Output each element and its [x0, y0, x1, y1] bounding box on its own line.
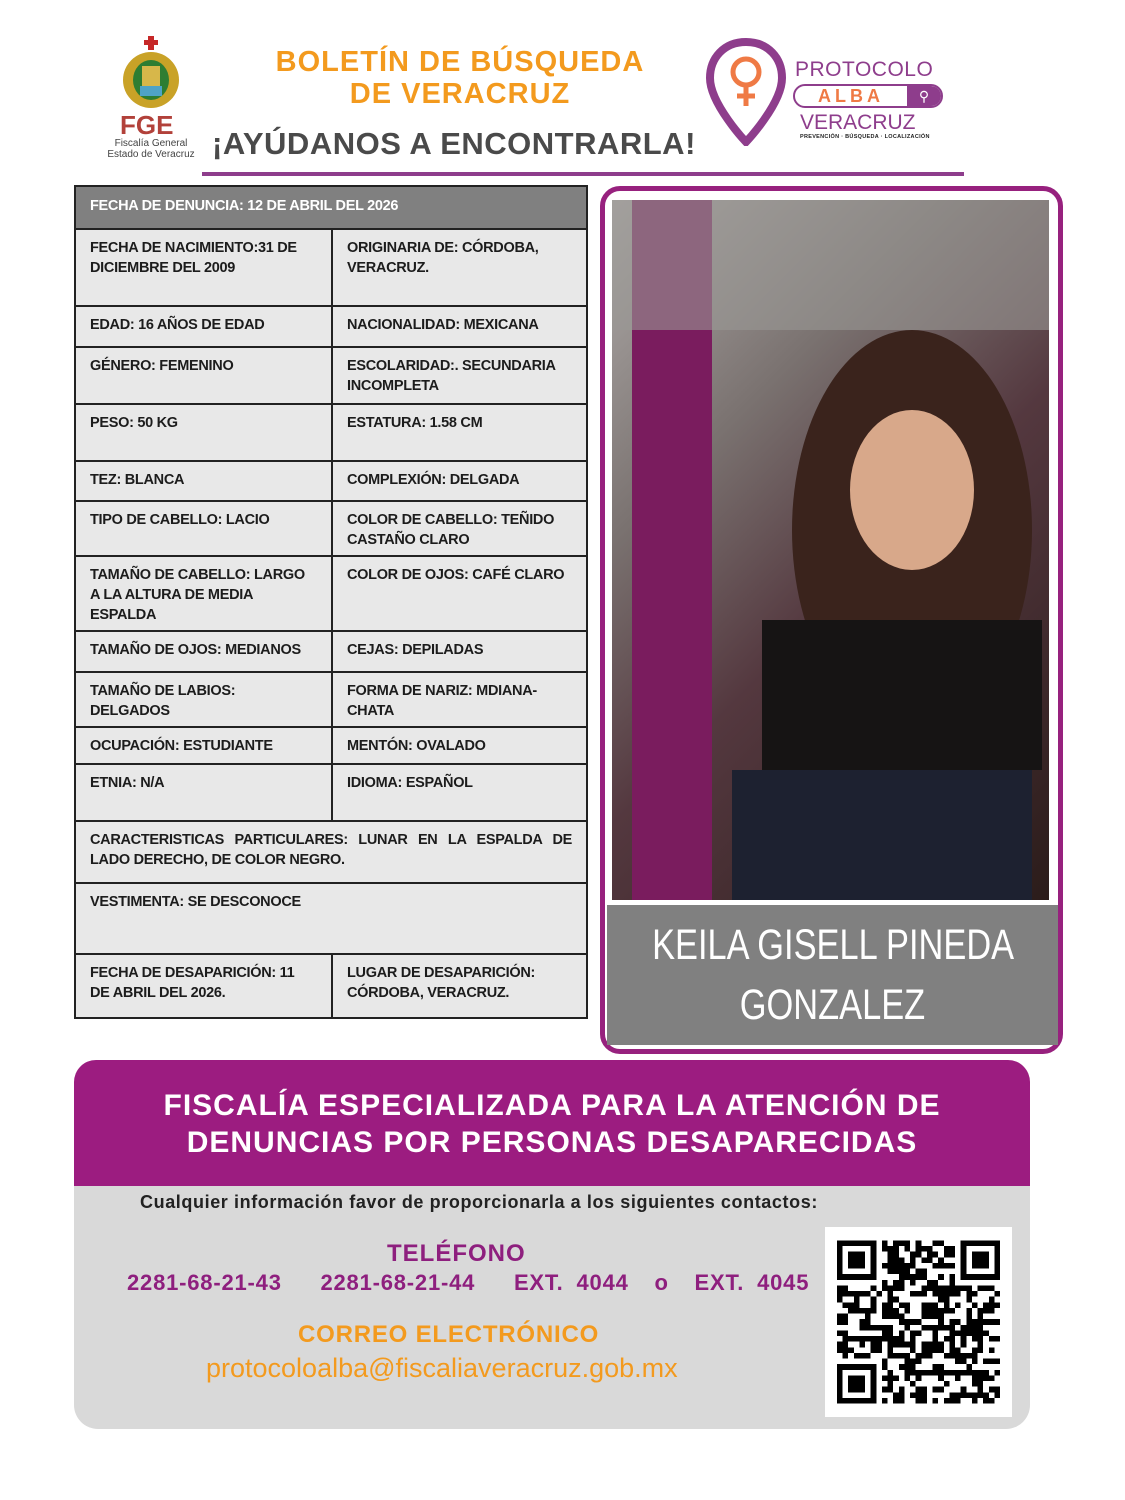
table-cell: COLOR DE OJOS: CAFÉ CLARO [332, 556, 587, 631]
table-cell: IDIOMA: ESPAÑOL [332, 764, 587, 821]
table-cell: TAMAÑO DE OJOS: MEDIANOS [75, 631, 332, 672]
alba-text: ALBA [818, 86, 884, 106]
table-cell: COMPLEXIÓN: DELGADA [332, 461, 587, 501]
protocolo-logo-line1: PROTOCOLO [795, 58, 934, 81]
table-cell: TIPO DE CABELLO: LACIO [75, 501, 332, 556]
alba-logo-pill [793, 84, 943, 108]
search-icon: ⚲ [907, 86, 941, 106]
table-cell: OCUPACIÓN: ESTUDIANTE [75, 727, 332, 764]
banner-line2: DENUNCIAS POR PERSONAS DESAPARECIDAS [186, 1126, 918, 1159]
table-cell: PESO: 50 KG [75, 404, 332, 461]
table-cell: FORMA DE NARIZ: MDIANA-CHATA [332, 672, 587, 727]
table-cell: FECHA DE NACIMIENTO:31 DE DICIEMBRE DEL 2009 [75, 229, 332, 306]
table-cell: ESCOLARIDAD:. SECUNDARIA INCOMPLETA [332, 347, 587, 404]
table-cell: ESTATURA: 1.58 CM [332, 404, 587, 461]
title-line2: DE VERACRUZ [349, 78, 571, 110]
table-cell: GÉNERO: FEMENINO [75, 347, 332, 404]
table-cell: NACIONALIDAD: MEXICANA [332, 306, 587, 347]
agency-banner [74, 1060, 1030, 1186]
veracruz-coat-of-arms-logo [118, 36, 184, 110]
clothing: VESTIMENTA: SE DESCONOCE [75, 883, 587, 954]
name-line2: GONZALEZ [739, 981, 926, 1029]
header-divider [202, 172, 964, 176]
fge-subtitle-line1: Fiscalía General [114, 138, 188, 149]
email-link[interactable]: protocoloalba@fiscaliaveracruz.gob.mx [206, 1353, 678, 1383]
details-table [74, 185, 588, 1019]
call-to-action: ¡AYÚDANOS A ENCONTRARLA! [212, 126, 696, 161]
report-date: FECHA DE DENUNCIA: 12 DE ABRIL DEL 2026 [75, 186, 587, 229]
fge-logo-text: FGE [120, 110, 174, 140]
table-cell: TAMAÑO DE LABIOS: DELGADOS [75, 672, 332, 727]
table-cell: MENTÓN: OVALADO [332, 727, 587, 764]
protocolo-tagline: PREVENCIÓN · BÚSQUEDA · LOCALIZACIÓN [800, 134, 930, 140]
table-cell: ETNIA: N/A [75, 764, 332, 821]
table-cell: EDAD: 16 AÑOS DE EDAD [75, 306, 332, 347]
table-cell: TAMAÑO DE CABELLO: LARGO A LA ALTURA DE MEDIA ESPALDA [75, 556, 332, 631]
contact-info-text: Cualquier información favor de proporcionarla a los siguientes contactos: [140, 1192, 818, 1212]
table-cell: ORIGINARIA DE: CÓRDOBA, VERACRUZ. [332, 229, 587, 306]
fge-subtitle-line2: Estado de Veracruz [107, 149, 195, 160]
title-line1: BOLETÍN DE BÚSQUEDA [275, 46, 645, 78]
table-cell: CEJAS: DEPILADAS [332, 631, 587, 672]
table-cell: COLOR DE CABELLO: TEÑIDO CASTAÑO CLARO [332, 501, 587, 556]
name-line1: KEILA GISELL PINEDA [652, 921, 1015, 969]
location-pin-female-icon [706, 38, 786, 146]
qr-code[interactable] [825, 1227, 1012, 1417]
phone-numbers[interactable]: 2281-68-21-43 2281-68-21-44 EXT. 4044 o EXT. 4045 [127, 1270, 810, 1295]
email-label: CORREO ELECTRÓNICO [298, 1321, 600, 1348]
table-cell: TEZ: BLANCA [75, 461, 332, 501]
person-name [607, 905, 1058, 1045]
bulletin-title [230, 46, 690, 110]
fge-logo-subtitle [100, 138, 202, 160]
missing-person-photo [612, 200, 1049, 900]
phone-label: TELÉFONO [387, 1240, 526, 1267]
particular-marks: CARACTERISTICAS PARTICULARES: LUNAR EN LA ESPALDA DE LADO DERECHO, DE COLOR NEGRO. [75, 821, 587, 883]
banner-line1: FISCALÍA ESPECIALIZADA PARA LA ATENCIÓN DE [163, 1089, 941, 1122]
disappearance-date: FECHA DE DESAPARICIÓN: 11 DE ABRIL DEL 2026. [75, 954, 332, 1018]
protocolo-logo-line3: VERACRUZ [800, 111, 916, 134]
disappearance-place: LUGAR DE DESAPARICIÓN: CÓRDOBA, VERACRUZ. [332, 954, 587, 1018]
